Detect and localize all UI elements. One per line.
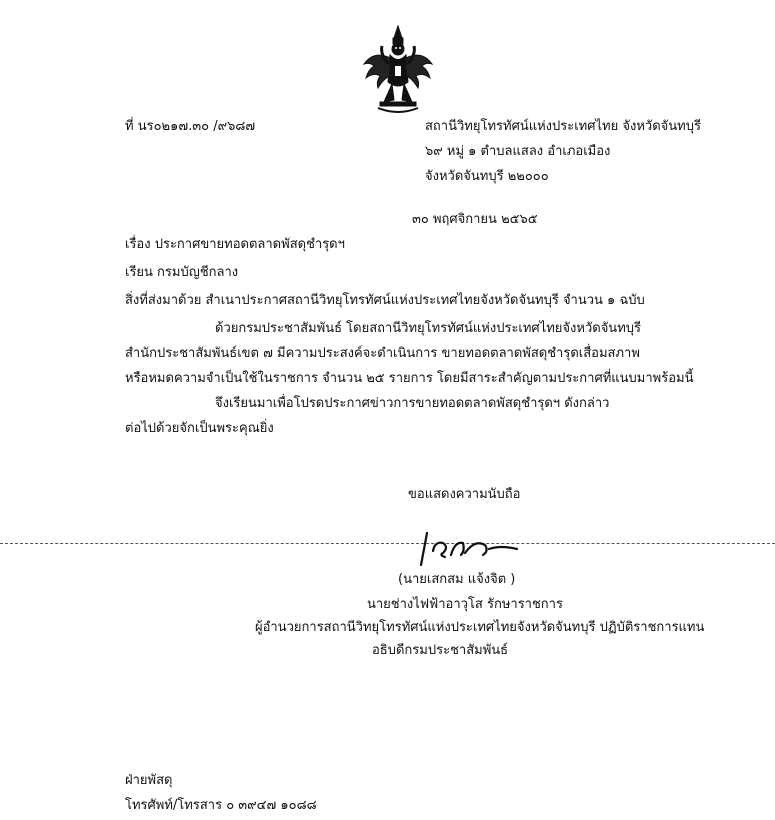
sender-address-line2: ๖๙ หมู่ ๑ ตำบลแสลง อำเภอเมือง	[425, 144, 611, 159]
document-number: ที่ นร๐๒๑๗.๓๐ /๙๖๘๗	[125, 119, 256, 134]
body-paragraph2-line1: จึงเรียนมาเพื่อโปรดประกาศข่าวการขายทอดตลาดพัสดุชำรุดฯ ดังกล่าว	[215, 396, 610, 411]
recipient-line: เรียน กรมบัญชีกลาง	[125, 265, 239, 280]
enclosure-line: สิ่งที่ส่งมาด้วย สำเนาประกาศสถานีวิทยุโทรทัศน์แห่งประเทศไทยจังหวัดจันทบุรี จำนวน ๑ ฉบับ	[125, 293, 645, 308]
signer-position: นายช่างไฟฟ้าอาวุโส รักษาราชการ	[367, 597, 563, 612]
sender-address-line3: จังหวัดจันทบุรี ๒๒๐๐๐	[425, 169, 549, 184]
signer-name: (นายเสกสม แจ้งจิต )	[398, 572, 516, 587]
subject-line: เรื่อง ประกาศขายทอดตลาดพัสดุชำรุดฯ	[125, 237, 345, 252]
garuda-emblem-icon	[360, 24, 436, 116]
sender-address-line1: สถานีวิทยุโทรทัศน์แห่งประเทศไทย จังหวัดจันทบุรี	[425, 119, 701, 134]
body-paragraph2-line2: ต่อไปด้วยจักเป็นพระคุณยิ่ง	[125, 421, 274, 436]
footer-unit: ฝ่ายพัสดุ	[125, 773, 173, 788]
handwritten-signature	[405, 515, 535, 575]
body-paragraph1-line1: ด้วยกรมประชาสัมพันธ์ โดยสถานีวิทยุโทรทัศน์แห่งประเทศไทยจังหวัดจันทบุรี	[215, 321, 641, 336]
document-date: ๓๐ พฤศจิกายน ๒๕๖๕	[412, 212, 538, 227]
signature-dashed-line	[0, 543, 775, 544]
footer-phone: โทรศัพท์/โทรสาร ๐ ๓๙๔๗ ๑๐๘๘	[125, 798, 317, 813]
signer-acting-line1: ผู้อำนวยการสถานีวิทยุโทรทัศน์แห่งประเทศไทยจังหวัดจันทบุรี ปฏิบัติราชการแทน	[255, 620, 705, 635]
body-paragraph1-line3: หรือหมดความจำเป็นใช้ในราชการ จำนวน ๒๕ รายการ โดยมีสาระสำคัญตามประกาศที่แนบมาพร้อมนี้	[125, 371, 694, 386]
signer-acting-line2: อธิบดีกรมประชาสัมพันธ์	[372, 643, 509, 658]
closing-phrase: ขอแสดงความนับถือ	[408, 487, 521, 502]
body-paragraph1-line2: สำนักประชาสัมพันธ์เขต ๗ มีความประสงค์จะดำเนินการ ขายทอดตลาดพัสดุชำรุดเสื่อมสภาพ	[125, 346, 640, 361]
